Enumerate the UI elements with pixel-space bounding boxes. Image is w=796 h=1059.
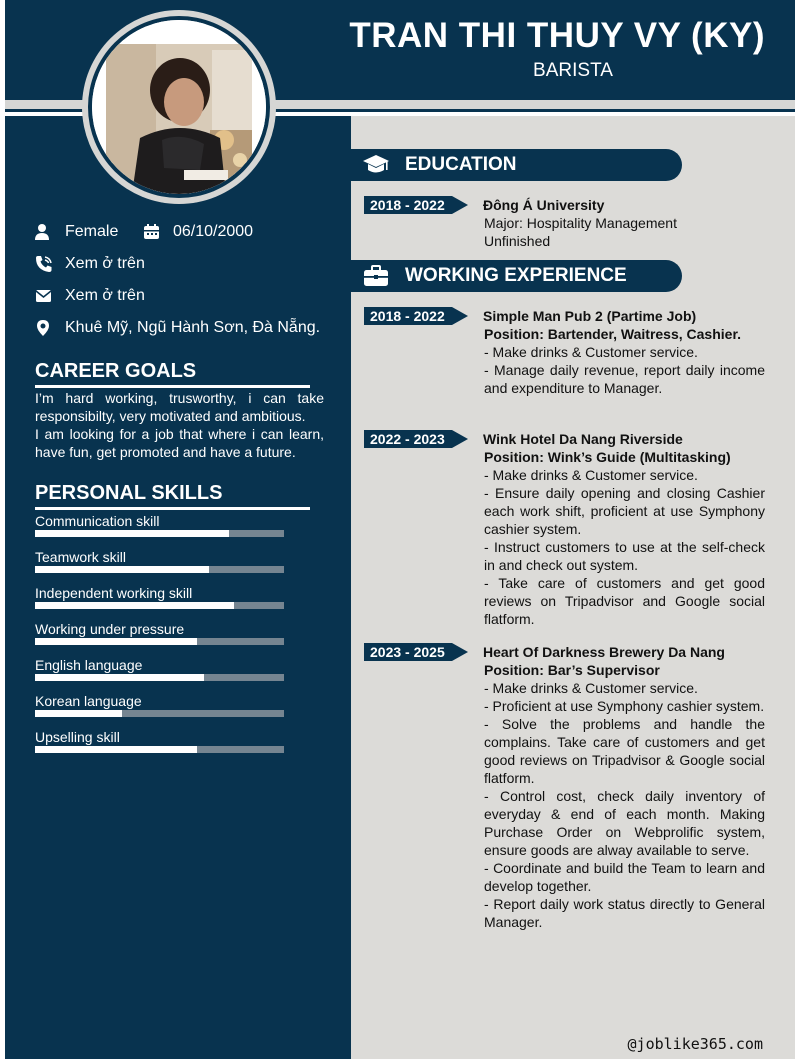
job-title: BARISTA <box>533 60 613 81</box>
gender-text: Female <box>65 223 119 240</box>
career-goals-rule <box>35 385 310 388</box>
skill-label: Upselling skill <box>35 729 120 745</box>
job-duty: - Make drinks & Customer service. <box>484 344 698 360</box>
skill-item <box>35 656 284 681</box>
job-duty: - Proficient at use Symphony cashier system. <box>484 698 765 714</box>
job-position: Position: Wink’s Guide (Multitasking) <box>484 449 731 465</box>
education-date-tag <box>364 196 468 214</box>
skill-bar <box>35 638 284 645</box>
job-position: Position: Bartender, Waitress, Cashier. <box>484 326 742 342</box>
skill-label: Working under pressure <box>35 621 185 637</box>
phone-icon <box>35 255 53 273</box>
education-detail: Major: Hospitality Management <box>484 215 677 231</box>
job-date: 2018 - 2022 <box>370 308 445 324</box>
skill-bar-fill <box>35 674 204 681</box>
skill-bar <box>35 602 284 609</box>
education-title: EDUCATION <box>405 154 517 175</box>
skill-label: Korean language <box>35 693 142 709</box>
skill-bar <box>35 710 284 717</box>
job-entry <box>484 643 765 931</box>
education-detail: Unfinished <box>484 233 551 249</box>
skill-label: English language <box>35 657 143 673</box>
job-duty: - Report daily work status directly to General Manager. <box>484 896 765 930</box>
skill-item <box>35 512 284 537</box>
skill-item <box>35 548 284 573</box>
skill-label: Teamwork skill <box>35 549 127 565</box>
education-entry <box>484 196 765 250</box>
skill-bar <box>35 746 284 753</box>
skill-bar <box>35 674 284 681</box>
education-section-header <box>351 149 682 181</box>
skill-bar <box>35 530 284 537</box>
job-duty: - Control cost, check daily inventory of everyday & end of each month. Making Purchase Order on Webprolific system, ensure goods are alway available to serve. <box>484 788 765 858</box>
skill-item <box>35 584 284 609</box>
experience-title: WORKING EXPERIENCE <box>405 265 627 286</box>
gender-row <box>35 223 118 241</box>
skill-bar-fill <box>35 638 197 645</box>
job-date-tag <box>364 430 468 448</box>
job-duty: - Coordinate and build the Team to learn and develop together. <box>484 860 765 894</box>
profile-photo <box>92 20 266 194</box>
skill-item <box>35 620 284 645</box>
envelope-icon <box>35 287 53 305</box>
address-text: Khuê Mỹ, Ngũ Hành Sơn, Đà Nẵng. <box>65 319 321 336</box>
job-entry <box>484 307 765 397</box>
career-goal-line: I’m hard working, trusworthy, i can take responsibilty, very motivated and ambitious. <box>35 390 324 424</box>
personal-skills-rule <box>35 507 310 510</box>
phone-row <box>35 255 145 273</box>
skill-bar-fill <box>35 710 122 717</box>
job-date: 2022 - 2023 <box>370 431 445 447</box>
skill-bar-fill <box>35 746 197 753</box>
employer-name: Heart Of Darkness Brewery Da Nang <box>483 644 725 660</box>
skill-bar-fill <box>35 530 229 537</box>
address-row <box>35 319 320 337</box>
calendar-icon <box>143 223 161 241</box>
job-duty: - Manage daily revenue, report daily income and expenditure to Manager. <box>484 362 765 396</box>
job-date: 2023 - 2025 <box>370 644 445 660</box>
user-icon <box>35 223 53 241</box>
skill-bar-fill <box>35 566 209 573</box>
career-goals-text <box>35 389 324 461</box>
job-duty: - Make drinks & Customer service. <box>484 680 698 696</box>
job-date-tag <box>364 307 468 325</box>
job-duty: - Instruct customers to use at the self-check in and check out system. <box>484 539 765 573</box>
map-pin-icon <box>35 319 53 337</box>
skill-item <box>35 692 284 717</box>
job-duty: - Solve the problems and handle the complains. Take care of customers and get good reviews on Tripadvisor & Google social flatform. <box>484 716 765 786</box>
job-duty: - Ensure daily opening and closing Cashier each work shift, proficient at use Symphony cashier system. <box>484 485 765 537</box>
briefcase-icon <box>363 264 389 288</box>
skill-label: Independent working skill <box>35 585 193 601</box>
footer-watermark: @joblike365.com <box>627 1035 763 1053</box>
skill-bar <box>35 566 284 573</box>
school-name: Đông Á University <box>483 197 605 213</box>
personal-skills-heading: PERSONAL SKILLS <box>35 482 223 504</box>
profile-photo-frame <box>82 10 276 204</box>
career-goals-heading: CAREER GOALS <box>35 360 197 382</box>
skill-bar-fill <box>35 602 234 609</box>
birthday-row <box>143 223 253 241</box>
birthday-text: 06/10/2000 <box>173 223 254 240</box>
job-duty: - Make drinks & Customer service. <box>484 467 698 483</box>
email-row <box>35 287 145 305</box>
email-text: Xem ở trên <box>65 287 145 304</box>
job-duty: - Take care of customers and get good reviews on Tripadvisor and Google social flatform. <box>484 575 765 627</box>
employer-name: Wink Hotel Da Nang Riverside <box>483 431 683 447</box>
candidate-name: TRAN THI THUY VY (KY) <box>349 16 765 55</box>
job-position: Position: Bar’s Supervisor <box>484 662 660 678</box>
education-date: 2018 - 2022 <box>370 197 445 213</box>
portrait-image <box>92 20 266 194</box>
experience-section-header <box>351 260 682 292</box>
phone-text: Xem ở trên <box>65 255 145 272</box>
job-date-tag <box>364 643 468 661</box>
career-goal-line: I am looking for a job that where i can learn, have fun, get promoted and have a future. <box>35 426 324 460</box>
job-entry <box>484 430 765 628</box>
skill-item <box>35 728 284 753</box>
skill-label: Communication skill <box>35 513 160 529</box>
employer-name: Simple Man Pub 2 (Partime Job) <box>483 308 697 324</box>
graduation-cap-icon <box>363 153 389 177</box>
